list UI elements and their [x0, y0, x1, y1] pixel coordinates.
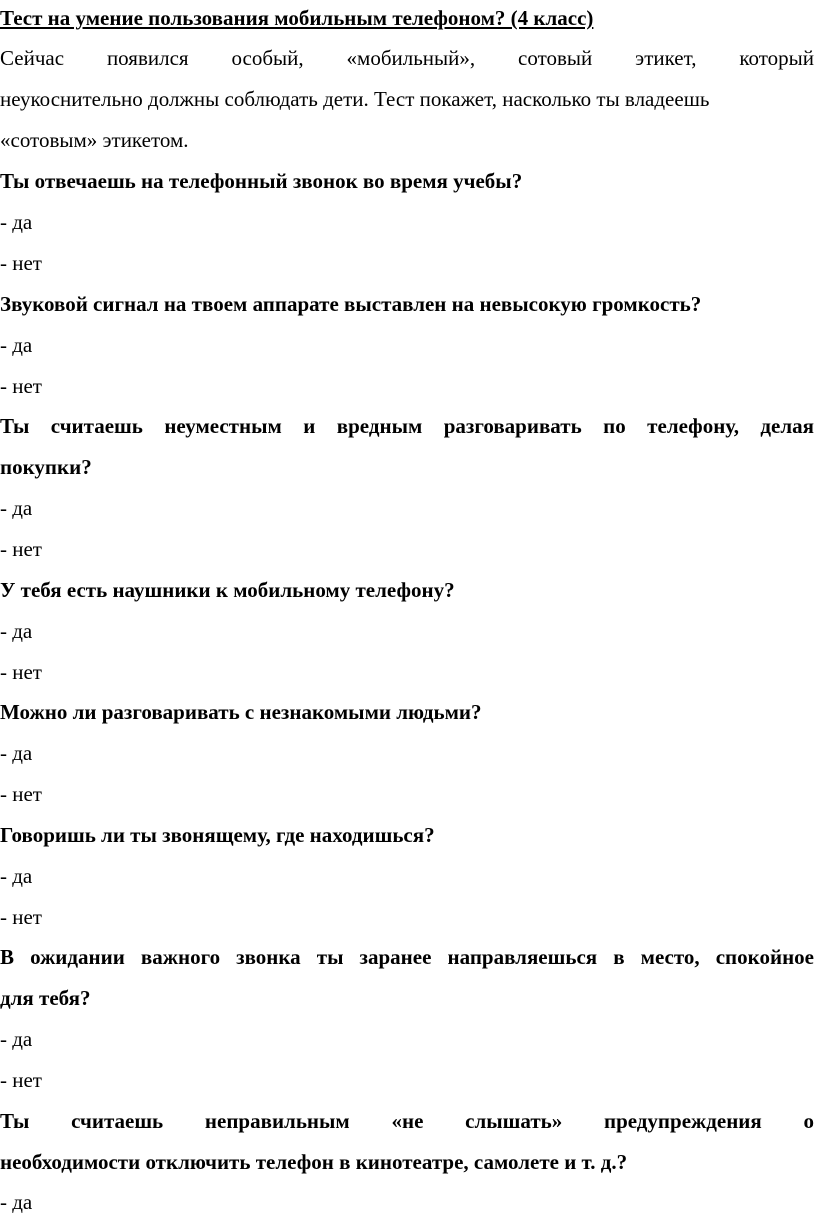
q5-answer-no: - нет — [0, 782, 42, 806]
q2-answer-yes: - да — [0, 333, 33, 357]
intro-line-3: «сотовым» этикетом. — [0, 128, 189, 152]
q6-answer-yes: - да — [0, 864, 33, 888]
question-6: Говоришь ли ты звонящему, где находишься? — [0, 823, 435, 847]
q6-answer-no: - нет — [0, 905, 42, 929]
question-1: Ты отвечаешь на телефонный звонок во время учебы? — [0, 169, 523, 193]
q4-answer-yes: - да — [0, 619, 33, 643]
q1-answer-no: - нет — [0, 251, 42, 275]
q7-answer-yes: - да — [0, 1027, 33, 1051]
question-7-line-1: В ожидании важного звонка ты заранее направляешься в место, спокойное — [0, 945, 814, 969]
question-5: Можно ли разговаривать с незнакомыми людьми? — [0, 700, 482, 724]
question-8-line-1: Ты считаешь неправильным «не слышать» предупреждения о — [0, 1109, 814, 1133]
q3-answer-yes: - да — [0, 496, 33, 520]
q3-answer-no: - нет — [0, 537, 42, 561]
question-3-line-2: покупки? — [0, 455, 92, 479]
q5-answer-yes: - да — [0, 741, 33, 765]
question-4: У тебя есть наушники к мобильному телефону? — [0, 578, 455, 602]
question-3-line-1: Ты считаешь неуместным и вредным разговаривать по телефону, делая — [0, 414, 814, 438]
question-7-line-2: для тебя? — [0, 986, 91, 1010]
question-8-line-2: необходимости отключить телефон в кинотеатре, самолете и т. д.? — [0, 1150, 628, 1174]
q7-answer-no: - нет — [0, 1068, 42, 1092]
q4-answer-no: - нет — [0, 660, 42, 684]
q1-answer-yes: - да — [0, 210, 33, 234]
document-title: Тест на умение пользования мобильным телефоном? (4 класс) — [0, 6, 594, 30]
q2-answer-no: - нет — [0, 374, 42, 398]
question-2: Звуковой сигнал на твоем аппарате выставлен на невысокую громкость? — [0, 292, 702, 316]
q8-answer-yes: - да — [0, 1190, 33, 1214]
intro-line-2: неукоснительно должны соблюдать дети. Тест покажет, насколько ты владеешь — [0, 87, 710, 111]
intro-line-1: Сейчас появился особый, «мобильный», сотовый этикет, который — [0, 46, 814, 70]
